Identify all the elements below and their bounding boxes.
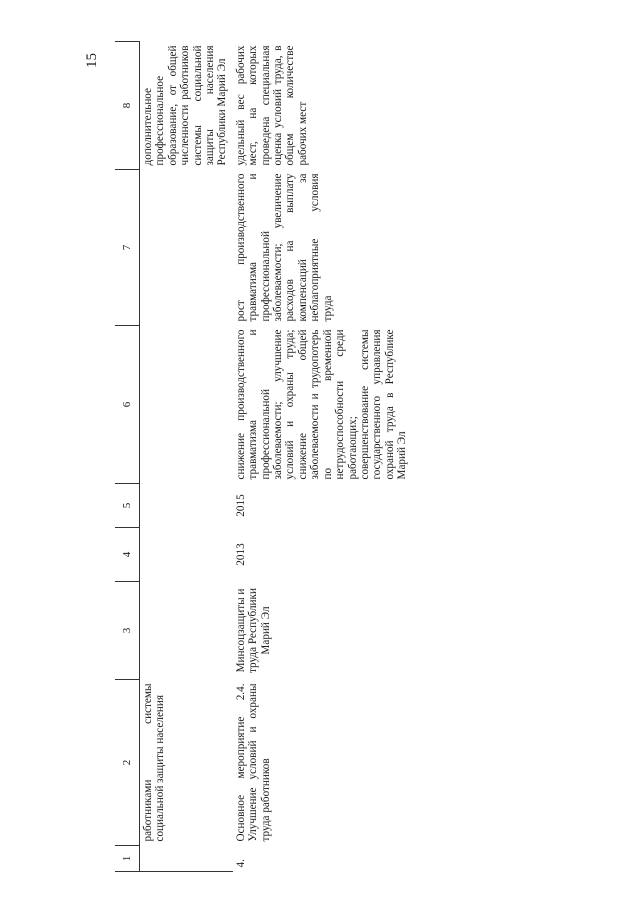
page-number: 15 <box>84 53 100 68</box>
cell-row4-num: 4. <box>234 859 247 868</box>
header-col-3: 3 <box>115 582 140 680</box>
cell-row4-col6: снижение производственного травматизма и профессиональной заболеваемости; улучшение условий и охраны труда; снижение общей заболеваемости и трудопотерь по временной нетрудоспособности среди работающих; совершенствование системы государственного управления охраной труда в Республике Марий Эл <box>234 329 409 480</box>
cell-continuation-col2: работниками системы социальной защиты населения <box>142 683 167 842</box>
cell-row4-col2: Основное мероприятие 2.4. Улучшение условий и охраны труда работников <box>234 683 272 842</box>
cell-row4-col4: 2013 <box>234 543 247 566</box>
header-col-2: 2 <box>115 680 140 846</box>
cell-row4-col7: рост производственного травматизма и профессиональной заболеваемости; увеличение расходов на выплату компенсаций за неблагоприятные условия труда <box>234 173 334 322</box>
table-row <box>233 42 413 872</box>
header-col-1: 1 <box>115 846 140 872</box>
header-row <box>115 42 140 872</box>
cell-row4-col3: Минсоцзащиты и труда Республики Марий Эл <box>234 588 272 673</box>
header-col-5: 5 <box>115 484 140 528</box>
header-col-8: 8 <box>115 42 140 170</box>
rotated-table-container <box>115 42 615 872</box>
header-col-4: 4 <box>115 528 140 582</box>
header-col-6: 6 <box>115 326 140 484</box>
cell-continuation-col8: дополнительное профессиональное образование, от общей численности работников системы социальной защиты населения Республики Марий Эл <box>142 45 229 166</box>
cell-row4-col5: 2015 <box>234 494 247 517</box>
header-col-7: 7 <box>115 170 140 326</box>
cell-row4-col8: удельный вес рабочих мест, на которых проведена специальная оценка условий труда, в общем количестве рабочих мест <box>234 45 309 166</box>
program-table <box>115 41 413 872</box>
table-row <box>140 42 233 872</box>
